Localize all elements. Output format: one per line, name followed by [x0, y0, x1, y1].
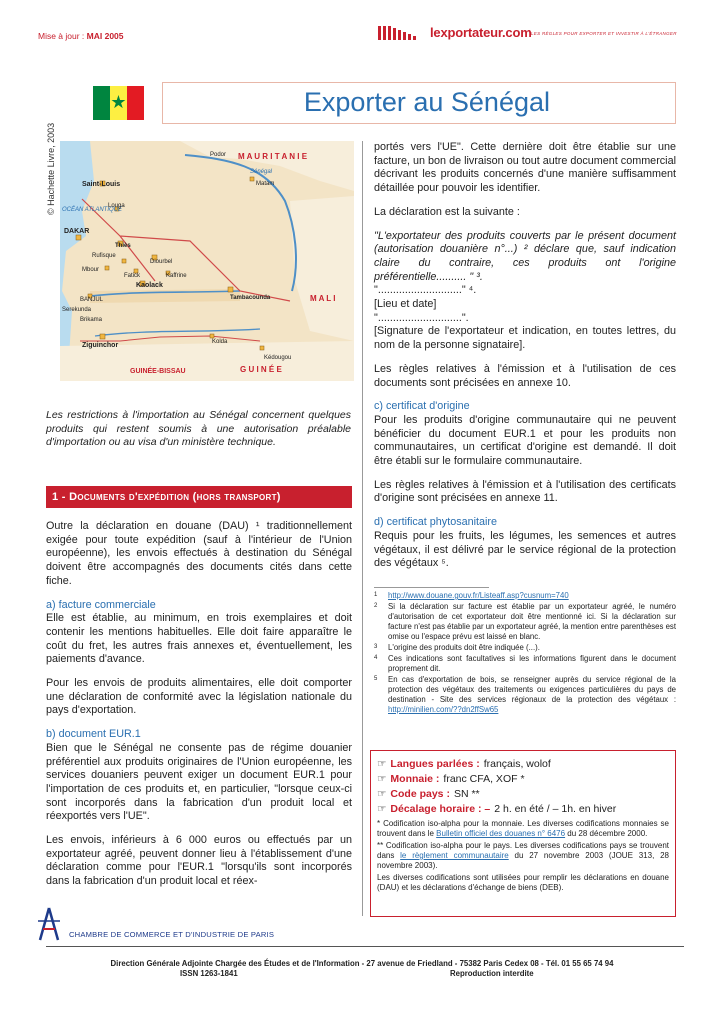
paragraph: Pour les envois de produits alimentaires, elle doit comporter une déclaration de conformité avec la législation nationale du pays d'exportation. [46, 677, 352, 717]
section-heading: 1 - Documents d'expédition (hors transport) [46, 486, 352, 508]
subheading-eur1: b) document EUR.1 [46, 728, 141, 741]
map-city: Thiès [115, 243, 131, 249]
subheading-phytosanitaire: d) certificat phytosanitaire [374, 516, 498, 529]
map-city: Louga [108, 203, 125, 209]
subheading-facture: a) facture commerciale [46, 598, 156, 611]
map-copyright: © Hachette Livre, 2003 [46, 122, 56, 215]
map-city: Kaffrine [166, 273, 187, 279]
map-label-mali: M A L I [310, 294, 336, 303]
star-icon: ★ [110, 92, 127, 112]
paragraph: portés vers l'UE". Cette dernière doit être établie sur une facture, un bon de livraison ou tout autre document commercial décrivant les produits concernés d'une manière suffisamment détaillée pour pouvoir les identifier. [374, 141, 676, 195]
map-city: Kaolack [136, 282, 163, 289]
paragraph: Pour les produits d'origine communautaire qui ne peuvent bénéficier du document EUR.1 et pour les produits non communautaires, un certificat d'origine est demandé. Il doit être établi sur le formulaire communautaire. [374, 413, 676, 468]
cci-name: CHAMBRE DE COMMERCE ET D'INDUSTRIE DE PARIS [69, 930, 275, 939]
map-label-senegal-river: Sénégal [250, 169, 273, 175]
footer-address: Direction Générale Adjointe Chargée des Études et de l'Information - 27 avenue de Friedland - 75382 Paris Cedex 08 - Tél. 01 55 65 74 94 [110, 959, 614, 968]
map-label-guinee: G U I N É E [240, 365, 282, 374]
footnote: 2 Si la déclaration sur facture est établie par un exportateur agréé, le numéro d'autorisation de cet exportateur doit être mentionné ici. Si la déclaration sur facture n'est pas établie par un exportateur agréé, la mention entre parenthèses est omise ou l'espace prévu est laissé en blanc. [374, 602, 676, 641]
info-langues: ☞ Langues parlées : français, wolof [377, 758, 551, 770]
map-city: Matam [256, 181, 275, 187]
map-city: Serekunda [62, 307, 92, 313]
paragraph: Bien que le Sénégal ne consente pas de régime douanier préférentiel aux produits originaires de l'Union européenne, les services douaniers peuvent exiger un document EUR.1 pour l'importation de ces produits et, en particulier, "lorsque ceux-ci sont incorporés dans la fabrication d'un produit local et réexportés vers l'UE". [46, 741, 352, 823]
country-info-box [370, 750, 676, 917]
brand-name[interactable]: lexportateur.com [430, 25, 532, 40]
map-city: Tambacounda [230, 295, 271, 301]
footnote: 1 http://www.douane.gouv.fr/Listeaff.asp?cusnum=740 [374, 591, 569, 600]
bulletin-link[interactable]: Bulletin officiel des douanes n° 6476 [436, 829, 566, 838]
senegal-map [60, 141, 354, 381]
column-divider [362, 141, 363, 916]
declaration-line: [Signature de l'exportateur et indication, en toutes lettres, du nom de la personne signataire]. [374, 325, 676, 352]
footer-issn: ISSN 1263-1841 [180, 969, 238, 978]
hand-pointer-icon: ☞ [377, 773, 387, 785]
map-city: Mbour [82, 267, 100, 273]
paragraph: Les règles relatives à l'émission et à l'utilisation des certificats d'origine sont précisées en annexe 11. [374, 478, 676, 505]
map-city: Ziguinchor [82, 342, 119, 349]
declaration-quote: "L'exportateur des produits couverts par le présent document (autorisation douanière n°...) ² déclare que, sauf indication claire du contraire, ces produits ont l'origine préférentielle.......... " ³. [374, 229, 676, 283]
map-city: Kolda [212, 339, 228, 345]
map-city: DAKAR [64, 228, 90, 235]
info-note: Les diverses codifications sont utilisées pour remplir les déclarations en douane (DAU) et les déclarations d'échange de biens (DEB). [377, 873, 669, 892]
footnote-link[interactable]: http://www.douane.gouv.fr/Listeaff.asp?cusnum=740 [388, 591, 569, 600]
map-city: Rufisque [92, 253, 116, 259]
declaration-line: "............................" ⁴. [374, 284, 477, 297]
map-city: BANJUL [80, 297, 104, 303]
page-title: Exporter au Sénégal [303, 87, 550, 117]
info-monnaie: ☞ Monnaie : franc CFA, XOF * [377, 773, 525, 785]
paragraph: Les envois, inférieurs à 6 000 euros ou effectués par un exportateur agréé, peuvent donner lieu à l'établissement d'une déclaration comme pour l'EUR.1 "lorsqu'ils sont incorporés dans la fabrication d'un produit local et réex- [46, 834, 352, 888]
paragraph: Elle est établie, au minimum, en trois exemplaires et doit contenir les mentions habituelles. Elle doit faire apparaître le coût du fret, les autres frais annexes et, éventuellement, les paiements d'avance. [46, 612, 352, 666]
footnote: 4 Ces indications sont facultatives si les informations figurent dans le document proprement dit. [374, 654, 676, 673]
footer-reproduction: Reproduction interdite [450, 969, 534, 978]
brand-tagline: LES RÈGLES POUR EXPORTER ET INVESTIR À L'ÉTRANGER [531, 31, 677, 36]
map-label-mauritanie: M A U R I T A N I E [238, 152, 308, 161]
footnotes [374, 591, 676, 716]
paragraph: Outre la déclaration en douane (DAU) ¹ traditionnellement exigée pour toute expédition (sauf à l'intérieur de l'Union européenne), les envois effectués à destination du Sénégal doivent être accompagnés des documents cités dans cette fiche. [46, 520, 352, 587]
footnote: 5 En cas d'exportation de bois, se renseigner auprès du service régional de la protection des végétaux des traitements ou exigences particulières du pays de destination - Site des services régionaux de la protection des végétaux : http://minilien.com/??dn2ffSw65 [374, 675, 676, 714]
update-label: Mise à jour : [38, 31, 87, 41]
map-graphic [60, 141, 354, 381]
paragraph: Les règles relatives à l'émission et à l'utilisation de ces documents sont précisées en annexe 10. [374, 362, 676, 389]
map-label-ocean: OCÉAN ATLANTIQUE [62, 207, 123, 213]
right-column [374, 141, 676, 581]
update-line [38, 31, 124, 41]
info-note: * Codification iso-alpha pour la monnaie. Les diverses codifications monnaies se trouvent dans le Bulletin officiel des douanes n° 6476 du 28 décembre 2000. [377, 819, 669, 838]
footnote-divider [374, 587, 489, 588]
senegal-flag [93, 86, 144, 120]
map-city: Saint-Louis [82, 181, 121, 188]
declaration-line: [Lieu et date] [374, 298, 437, 311]
footnote-link[interactable]: http://minilien.com/??dn2ffSw65 [388, 705, 499, 714]
hand-pointer-icon: ☞ [377, 758, 387, 770]
paragraph: Requis pour les fruits, les légumes, les semences et autres végétaux, il est délivré par le service régional de la protection des végétaux ⁵. [374, 529, 676, 570]
paragraph: La déclaration est la suivante : [374, 205, 520, 218]
left-column [46, 520, 352, 899]
cci-logo-icon [36, 907, 62, 941]
map-city: Fatick [124, 273, 141, 279]
map-city: Brikama [80, 317, 103, 323]
map-city: Diourbel [150, 259, 173, 265]
info-code-pays: ☞ Code pays : SN ** [377, 788, 480, 800]
reglement-link[interactable]: le règlement communautaire [400, 851, 509, 860]
map-city: Podor [210, 152, 227, 158]
map-label-guinee-bissau: GUINÉE-BISSAU [130, 368, 186, 375]
info-decalage: ☞ Décalage horaire : – 2 h. en été / – 1h. en hiver [377, 803, 617, 815]
update-date: MAI 2005 [86, 31, 124, 41]
footer-divider [46, 946, 684, 947]
hand-pointer-icon: ☞ [377, 803, 387, 815]
brand-logo-bars [378, 26, 422, 40]
hand-pointer-icon: ☞ [377, 788, 387, 800]
declaration-line: "............................". [374, 311, 469, 324]
intro-paragraph: Les restrictions à l'importation au Sénégal concernent quelques produits qui restent soumis à une autorisation préalable d'importation ou au visa d'un ministère technique. [46, 409, 351, 449]
info-note: ** Codification iso-alpha pour le pays. Les diverses codifications pays se trouvent dans le règlement communautaire du 27 novembre 2003 (JOUE 313, 28 novembre 2003). [377, 841, 669, 870]
footnote: 3 L'origine des produits doit être indiquée (...). [374, 643, 540, 652]
map-city: Kédougou [264, 355, 292, 361]
subheading-certificat-origine: c) certificat d'origine [374, 400, 470, 413]
